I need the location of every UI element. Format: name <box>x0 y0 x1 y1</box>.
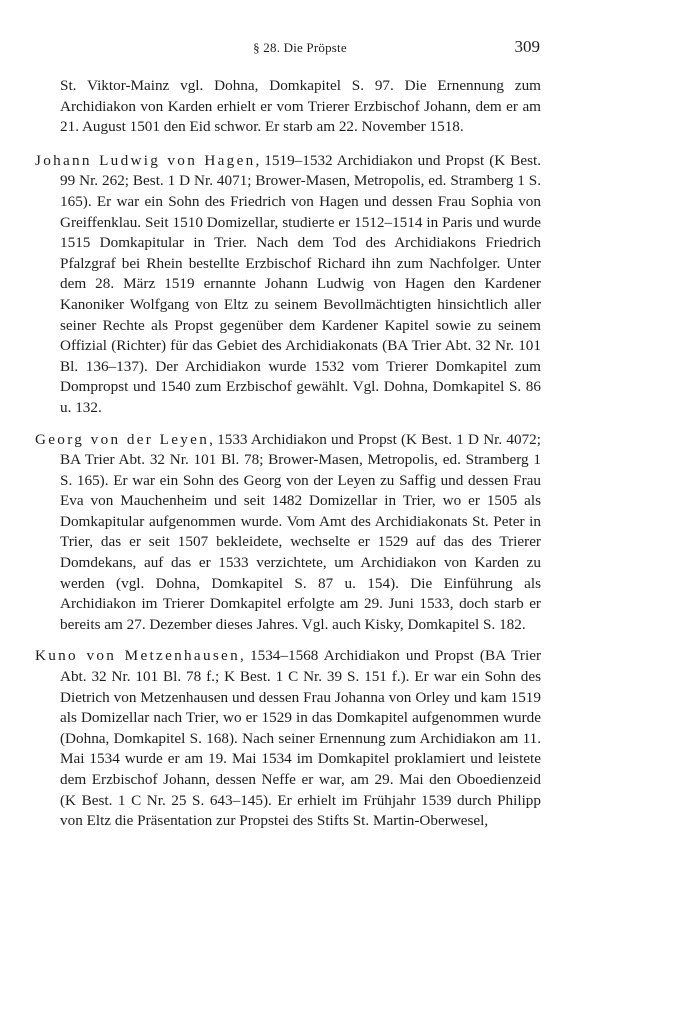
section-title: § 28. Die Pröpste <box>253 40 347 55</box>
page-number: 309 <box>514 37 540 56</box>
entry-text: , 1533 Archidiakon und Propst (K Best. 1 D Nr. 4072; BA Trier Abt. 32 Nr. 101 Bl. 78; Brower-Masen, Metropolis, ed. Stramberg 1 S. 165). Er war ein Sohn des Georg von der Leyen zu Saffig und dessen Frau Eva von Mauchenheim und seit 1482 Domizellar in Trier, wo er 1505 als Domkapitular aufgenommen wurde. Vom Amt des Archidiakonats St. Peter in Trier, das er seit 1507 bekleidete, wechselte er 1529 auf das des Trierer Domdekans, auf das er 1533 verzichtete, um Archidiakon von Karden zu werden (vgl. Dohna, Domkapitel S. 87 u. 154). Die Einführung als Archidiakon im Trierer Domkapitel erfolgte am 29. Juni 1533, doch starb er bereits am 27. Dezember dieses Jahres. Vgl. auch Kisky, Domkapitel S. 182. <box>60 430 541 633</box>
running-head <box>60 37 540 59</box>
entry-text: , 1534–1568 Archidiakon und Propst (BA Trier Abt. 32 Nr. 101 Bl. 78 f.; K Best. 1 C Nr. 39 S. 151 f.). Er war ein Sohn des Dietrich von Metzenhausen und dessen Frau Johanna von Orley und kam 1519 als Domizellar nach Trier, wo er 1529 in das Domkapitel aufgenommen wurde (Dohna, Domkapitel S. 168). Nach seiner Ernennung zum Archidiakon am 11. Mai 1534 wurde er am 19. Mai 1534 im Domkapitel proklamiert und leistete dem Erzbischof Johann, dessen Neffe er war, am 29. Mai den Oboedienzeid (K Best. 1 C Nr. 25 S. 643–145). Er erhielt im Frühjahr 1539 durch Philipp von Eltz die Präsentation zur Propstei des Stifts St. Martin-Oberwesel, <box>60 647 542 830</box>
entry-text: , 1519–1532 Archidiakon und Propst (K Best. 99 Nr. 262; Best. 1 D Nr. 4071; Brower-Masen, Metropolis, ed. Stramberg 1 S. 165). Er war ein Sohn des Friedrich von Hagen und dessen Frau Sophia von Greiffenklau. Seit 1510 Domizellar, studierte er 1512–1514 in Paris und wurde 1515 Domkapitular in Trier. Nach dem Tod des Archidiakons Friedrich Pfalzgraf bei Rhein bestellte Erzbischof Richard ihn zum Nachfolger. Unter dem 28. März 1519 ernannte Johann Ludwig von Hagen den Kardener Kanoniker Wolfgang von Eltz zu seinem Bevollmächtigten hinsichtlich aller seiner Rechte als Propst gegenüber dem Kardener Kapitel sowie zu seinem Offizial (Richter) für das Gebiet des Archidiakonats (BA Trier Abt. 32 Nr. 101 Bl. 136–137). Der Archidiakon wurde 1532 vom Trierer Domkapitel zum Dompropst und 1540 zum Erzbischof gewählt. Vgl. Dohna, Domkapitel S. 86 u. 132. <box>60 151 541 416</box>
continuation-paragraph: St. Viktor-Mainz vgl. Dohna, Domkapitel S. 97. Die Ernennung zum Archidiakon von Karden erhielt er vom Trierer Erzbischof Johann, dem er am 21. August 1501 den Eid schwor. Er starb am 22. November 1518. <box>60 77 541 136</box>
entry-name: Johann Ludwig von Hagen <box>35 151 256 169</box>
entry-kuno-von-metzenhausen <box>35 646 541 831</box>
entry-johann-ludwig-von-hagen <box>35 151 541 419</box>
entry-georg-von-der-leyen <box>35 430 541 636</box>
entry-name: Kuno von Metzenhausen <box>35 647 240 665</box>
body-text <box>35 76 541 832</box>
entry-name: Georg von der Leyen <box>35 430 210 448</box>
